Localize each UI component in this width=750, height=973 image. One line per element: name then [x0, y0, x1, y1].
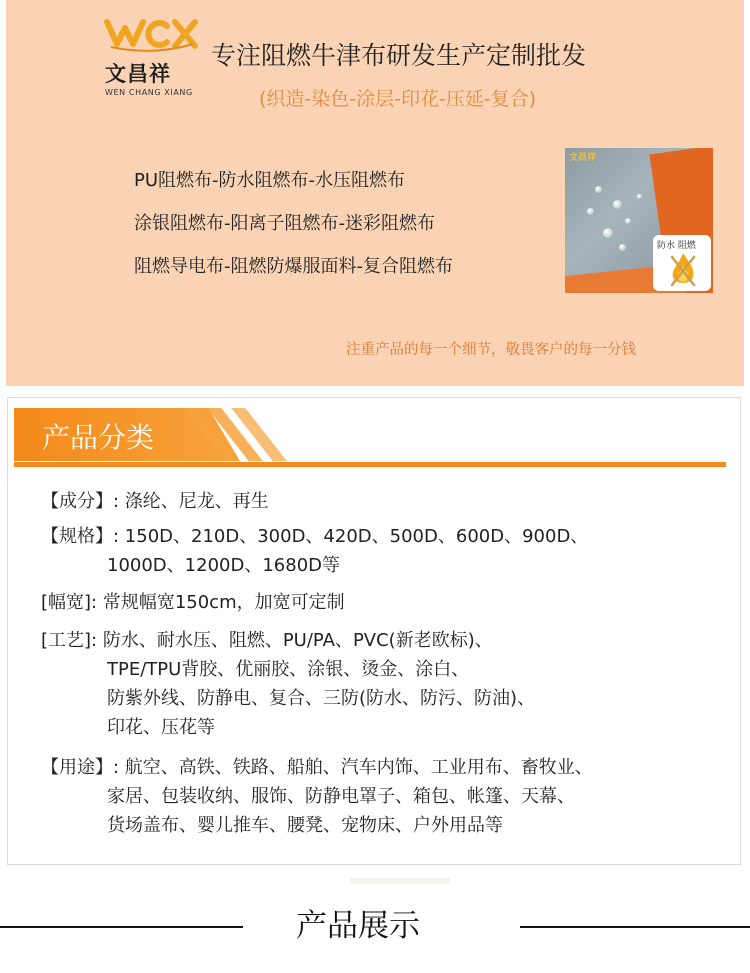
top-banner: [6, 0, 744, 386]
water-drop-icon: [595, 186, 602, 193]
wcx-logo-mark-icon: [103, 14, 199, 54]
water-drop-icon: [587, 208, 594, 215]
showcase-title: 产品展示: [296, 908, 420, 944]
feature-line-1: PU阻燃布-防水阻燃布-水压阻燃布: [134, 170, 406, 191]
spec-line: 【成分】: 涤纶、尼龙、再生: [41, 491, 269, 512]
water-drop-icon: [637, 194, 642, 199]
photo-watermark: 文昌祥: [569, 153, 597, 163]
spec-width: [41, 588, 345, 617]
showcase-rule-right: [520, 926, 750, 928]
spec-line: TPE/TPU背胶、优丽胶、涂银、烫金、涂白、: [107, 659, 470, 680]
water-drop-icon: [613, 200, 622, 209]
spec-usage: [41, 753, 593, 840]
spec-line: 【用途】: 航空、高铁、铁路、船舶、汽车内饰、工业用布、畜牧业、: [41, 757, 593, 778]
brand-logo: [99, 14, 199, 104]
badge-text: 防水 阻燃: [657, 241, 696, 251]
spec-line: 防紫外线、防静电、复合、三防(防水、防污、防油)、: [107, 688, 536, 709]
spec-process: [41, 626, 535, 742]
water-drop-icon: [619, 244, 626, 251]
spec-line: 货场盖布、婴儿推车、腰凳、宠物床、户外用品等: [107, 815, 503, 836]
feature-line-2: 涂银阻燃布-阳离子阻燃布-迷彩阻燃布: [134, 213, 435, 234]
waterproof-flame-badge: [653, 235, 711, 291]
spec-line: [工艺]: 防水、耐水压、阻燃、PU/PA、PVC(新老欧标)、: [41, 630, 493, 651]
spec-line: [幅宽]: 常规幅宽150cm，加宽可定制: [41, 592, 345, 613]
spec-specification: [41, 522, 588, 580]
banner-headline: 专注阻燃牛津布研发生产定制批发: [211, 41, 587, 70]
spec-line: 1000D、1200D、1680D等: [107, 555, 341, 576]
banner-subline: (织造-染色-涂层-印花-压延-复合): [259, 88, 537, 110]
feature-line-3: 阻燃导电布-阻燃防爆服面料-复合阻燃布: [134, 256, 453, 277]
brand-name-cn: 文昌祥: [105, 62, 171, 86]
spec-composition: [41, 487, 269, 516]
product-category-card: [7, 397, 741, 865]
showcase-rule-left: [0, 926, 243, 928]
flame-icon: [669, 251, 697, 289]
fabric-photo: [565, 148, 713, 293]
spec-line: 家居、包装收纳、服饰、防静电罩子、箱包、帐篷、天幕、: [107, 786, 575, 807]
water-drop-icon: [625, 218, 631, 224]
brand-name-en: WEN CHANG XIANG: [105, 88, 193, 97]
faint-strip: [350, 878, 450, 884]
spec-line: 【规格】: 150D、210D、300D、420D、500D、600D、900D、: [41, 526, 589, 547]
category-title: 产品分类: [42, 421, 155, 454]
category-divider: [14, 462, 726, 467]
banner-slogan: 注重产品的每一个细节，敬畏客户的每一分钱: [346, 342, 636, 358]
spec-line: 印花、压花等: [107, 717, 215, 738]
water-drop-icon: [603, 228, 613, 238]
